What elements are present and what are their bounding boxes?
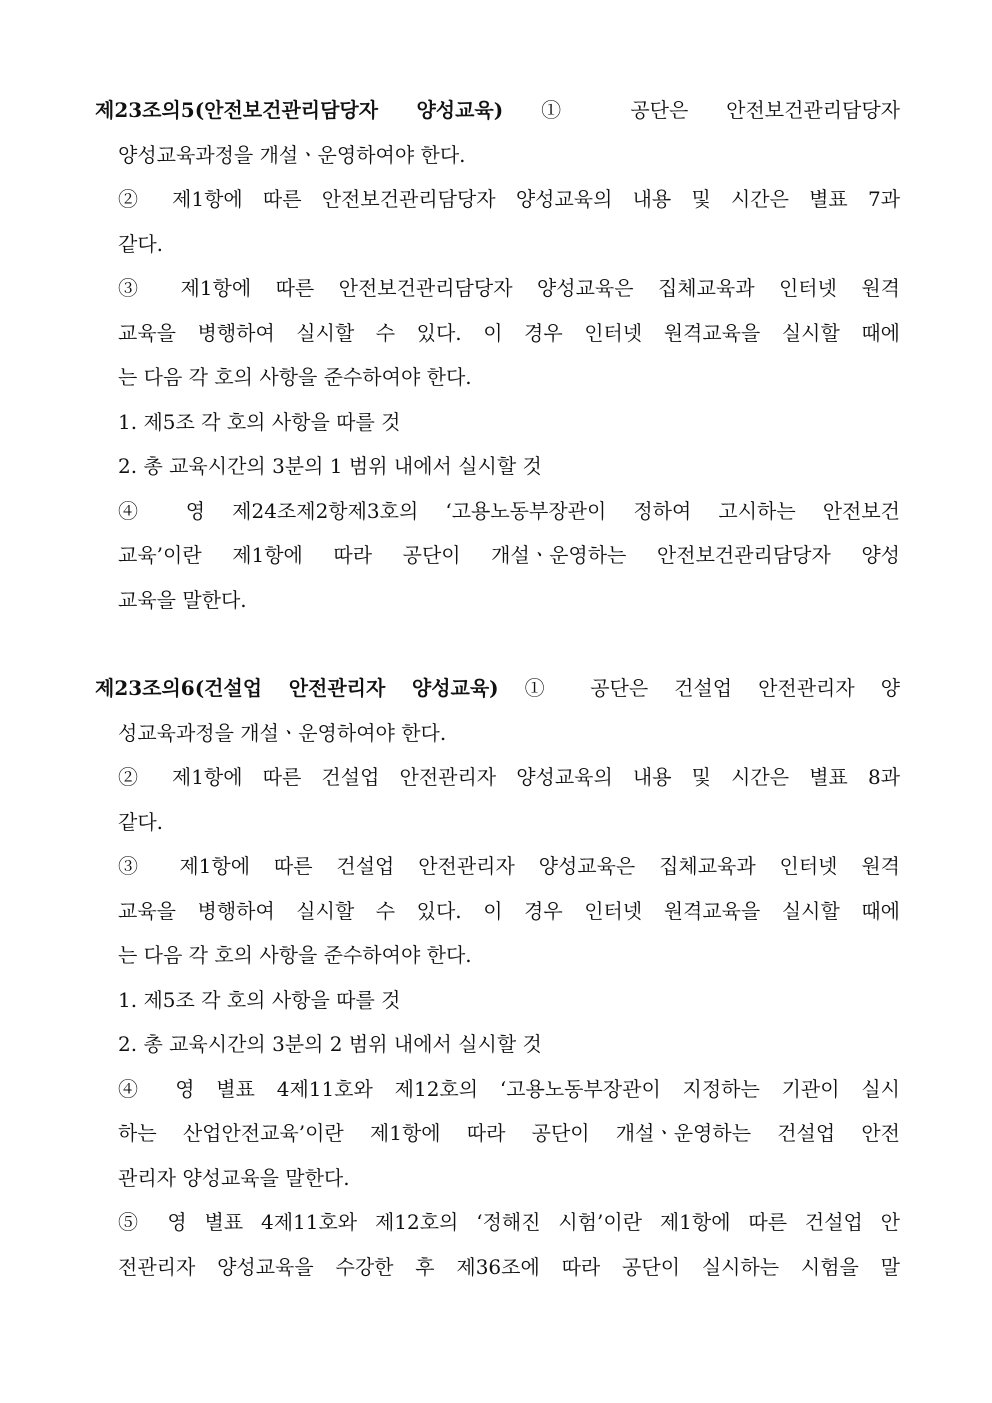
article-text-line: ① 공단은 안전보건관리담당자 [541, 98, 900, 122]
article-text-line: 성교육과정을 개설ㆍ운영하여야 한다. [118, 720, 447, 745]
article-text-line: 교육을 병행하여 실시할 수 있다. 이 경우 인터넷 원격교육을 실시할 때에 [118, 320, 900, 345]
article-text-line: 2. 총 교육시간의 3분의 2 범위 내에서 실시할 것 [118, 1032, 542, 1056]
article-text-line: 하는 산업안전교육’이란 제1항에 따라 공단이 개설ㆍ운영하는 건설업 안전 [118, 1121, 900, 1145]
article-text-line: ② 제1항에 따른 건설업 안전관리자 양성교육의 내용 및 시간은 별표 8과 [118, 765, 900, 789]
article-text-line: ④ 영 별표 4제11호와 제12호의 ‘고용노동부장관이 지정하는 기관이 실시 [118, 1076, 900, 1101]
article-title: 제23조의6(건설업 안전관리자 양성교육) [95, 676, 499, 700]
article-text-line: 는 다음 각 호의 사항을 준수하여야 한다. [118, 943, 472, 967]
article-text-line: ⑤ 영 별표 4제11호와 제12호의 ‘정해진 시험’이란 제1항에 따른 건설업 안 [118, 1210, 900, 1234]
article-title: 제23조의5(안전보건관리담당자 양성교육) [95, 98, 504, 122]
article-text-line: 1. 제5조 각 호의 사항을 따를 것 [118, 409, 401, 434]
article-text-line: ② 제1항에 따른 안전보건관리담당자 양성교육의 내용 및 시간은 별표 7과 [118, 187, 900, 211]
article-text-line: 교육을 말한다. [118, 587, 247, 612]
article-text-line: ③ 제1항에 따른 안전보건관리담당자 양성교육은 집체교육과 인터넷 원격 [118, 276, 900, 300]
article-text-line: 교육을 병행하여 실시할 수 있다. 이 경우 인터넷 원격교육을 실시할 때에 [118, 898, 900, 923]
article-text-line: ① 공단은 건설업 안전관리자 양 [524, 676, 900, 700]
article-text-line: 2. 총 교육시간의 3분의 1 범위 내에서 실시할 것 [118, 454, 542, 478]
article-text-line: ④ 영 제24조제2항제3호의 ‘고용노동부장관이 정하여 고시하는 안전보건 [118, 498, 900, 523]
article-text-line: 같다. [118, 809, 163, 834]
article-text-line: 양성교육과정을 개설ㆍ운영하여야 한다. [118, 142, 466, 167]
article-text-line: 관리자 양성교육을 말한다. [118, 1165, 350, 1190]
article-text-line: 전관리자 양성교육을 수강한 후 제36조에 따라 공단이 실시하는 시험을 말 [118, 1254, 900, 1279]
article-heading-line [95, 666, 900, 711]
article-text-line: 는 다음 각 호의 사항을 준수하여야 한다. [118, 365, 472, 389]
article-text-line: 1. 제5조 각 호의 사항을 따를 것 [118, 987, 401, 1012]
article-text-line: 같다. [118, 231, 163, 256]
article-text-line: ③ 제1항에 따른 건설업 안전관리자 양성교육은 집체교육과 인터넷 원격 [118, 854, 900, 878]
article-heading-line [95, 88, 900, 133]
article-23-5 [95, 88, 900, 622]
article-text-line: 교육’이란 제1항에 따라 공단이 개설ㆍ운영하는 안전보건관리담당자 양성 [118, 543, 900, 567]
article-23-6 [95, 666, 900, 1289]
